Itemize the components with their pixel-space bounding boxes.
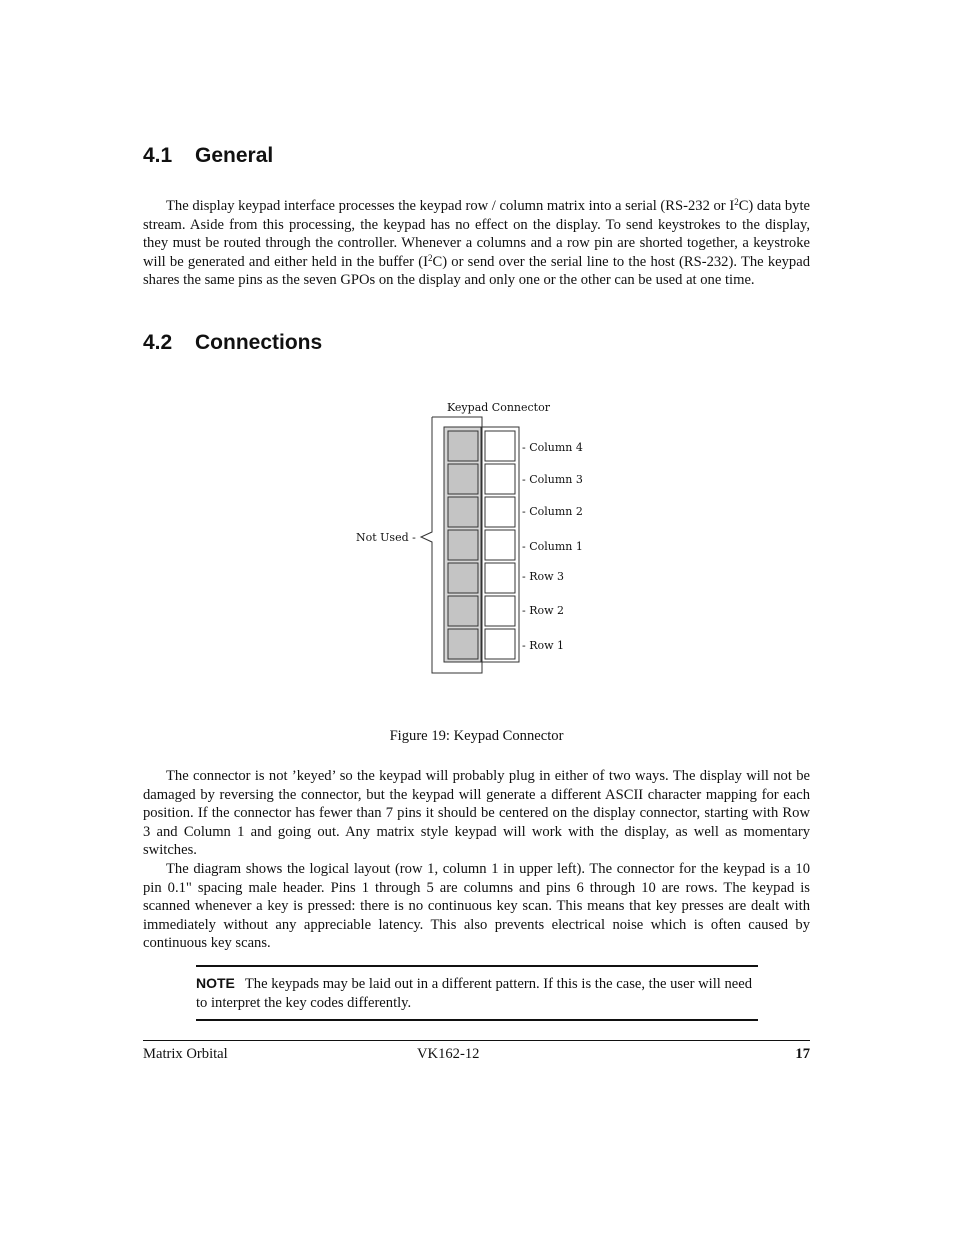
section-number: 4.2 [143,331,173,354]
active-pin [485,629,515,659]
note-body: The keypads may be laid out in a different pattern. If this is the case, the user will need to interpret the key codes differently. [196,976,752,1011]
section-title: General [195,144,274,167]
section-heading-general [143,144,273,168]
footer-page-number: 17 [795,1046,810,1062]
text-run: The display keypad interface processes the keypad row / column matrix into a serial (RS-232 or I [166,198,735,214]
keypad-connector-diagram [340,395,620,680]
section-heading-connections [143,331,322,355]
active-pin [485,596,515,626]
unused-pin [448,563,478,593]
footer-company: Matrix Orbital [143,1046,228,1062]
active-pin [485,497,515,527]
pin-label: - Row 3 [522,570,565,583]
unused-pin [448,464,478,494]
pin-label: - Column 3 [522,473,583,486]
footer-model: VK162-12 [417,1046,480,1062]
pin-label: - Row 2 [522,604,565,617]
text-run: C) or send over the serial line to the host (RS-232). The keypad shares the same pins as the seven GPOs on the display and only one or the other can be used at one time. [143,253,811,289]
general-paragraph [143,197,810,290]
note-text [196,974,758,1012]
connections-paragraph-1: The connector is not ’keyed’ so the keypad will probably plug in either of two ways. The display will not be damaged by reversing the connector, but the keypad will generate a different ASCII character mapping for each position. If the connector has fewer than 7 pins it should be centered on the display connector, starting with Row 3 and Column 1 and going out. Any matrix style keypad will work with the display, as well as momentary switches. [143,768,810,859]
unused-pin [448,596,478,626]
note-label: NOTE [196,975,235,991]
page-footer [143,1040,810,1065]
section-number: 4.1 [143,144,173,167]
figure-caption: Figure 19: Keypad Connector [389,728,564,744]
pin-label: - Row 1 [522,639,565,652]
connections-paragraph-2: The diagram shows the logical layout (row 1, column 1 in upper left). The connector for the keypad is a 10 pin 0.1" spacing male header. Pins 1 through 5 are columns and pins 6 through 10 are rows. The keypad is scanned whenever a key is pressed: there is no continuous key scan. This means that key presses are dealt with immediately without any appreciable latency. This also prevents electrical noise which is often caused by continuous key scans. [143,861,810,952]
unused-pin [448,629,478,659]
active-pin [485,530,515,560]
figure-title: Keypad Connector [447,401,550,414]
pin-labels [522,441,583,652]
unused-pin [448,530,478,560]
pin-label: - Column 1 [522,540,583,553]
unused-pin [448,431,478,461]
note-box [196,965,758,1021]
pin-label: - Column 2 [522,505,583,518]
text-run: C) data byte stream. Aside from this processing, the keypad has no effect on the display. To send keystrokes to the display, they must be routed through the controller. Whenever a columns and a row pin are shorted together, a keystroke will be generated and either held in the buffer (I [143,198,811,270]
active-pin [485,563,515,593]
superscript: 2 [427,252,433,263]
not-used-label: Not Used - [356,531,416,544]
active-pin [485,464,515,494]
section-title: Connections [195,331,323,354]
pin-label: - Column 4 [522,441,583,454]
active-pin [485,431,515,461]
superscript: 2 [734,197,739,207]
unused-pin [448,497,478,527]
